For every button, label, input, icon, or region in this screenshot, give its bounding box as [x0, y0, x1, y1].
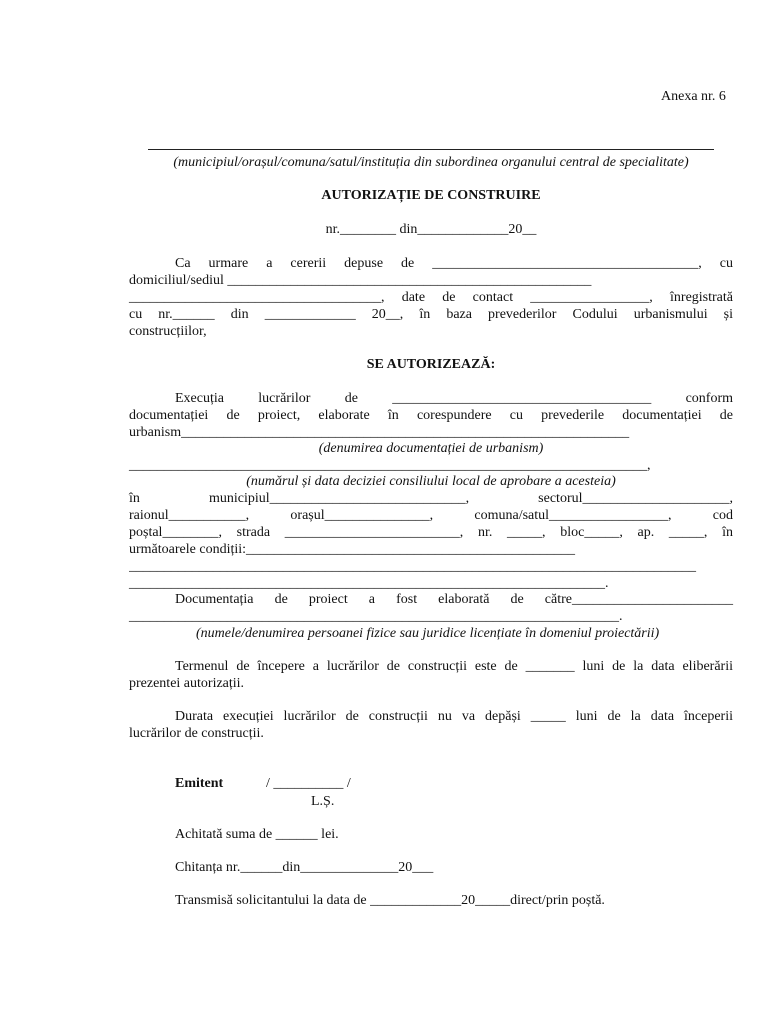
intro-line-1: Ca urmare a cererii depuse de ______________________________________, cu [175, 256, 733, 271]
issuer-caption: (municipiul/orașul/comuna/satul/instituția din subordinea organului central de specialitate) [173, 155, 689, 170]
execution-line-1: Execuția lucrărilor de _____________________________________ conform [175, 391, 733, 406]
duration-line-2: lucrărilor de construcții. [129, 726, 264, 741]
execution-line-3: urbanism________________________________________________________________ [129, 425, 630, 440]
execution-line-6: raionul___________, orașul_______________, comuna/satul_________________, cod [129, 508, 733, 523]
intro-line-4: cu nr.______ din _____________ 20__, în baza prevederilor Codului urbanismului și [129, 307, 733, 322]
issuer-label: Emitent [175, 776, 224, 791]
start-term-line-1: Termenul de începere a lucrărilor de construcții este de _______ luni de la data eliberării [175, 659, 733, 674]
authorizes-heading: SE AUTORIZEAZĂ: [366, 357, 496, 372]
execution-line-7: poștal________, strada _________________________, nr. _____, bloc_____, ap. _____, în [129, 525, 733, 540]
receipt-line: Chitanța nr.______din______________20___ [175, 860, 434, 875]
execution-line-5: în municipiul____________________________, sectorul_____________________, [129, 491, 733, 506]
decision-caption: (numărul și data deciziei consiliului local de aprobare a acesteia) [246, 474, 616, 489]
execution-line-9: _________________________________________________________________________________ [129, 559, 696, 574]
start-term-line-2: prezentei autorizații. [129, 676, 245, 691]
execution-line-2: documentației de proiect, elaborate în corespundere cu prevederile documentației de [129, 408, 733, 423]
issuer-signature-line: / __________ / [266, 776, 351, 791]
intro-line-3: ____________________________________, date de contact _________________, înregistrată [129, 290, 733, 305]
execution-line-8: următoarele condiții:_______________________________________________ [129, 542, 576, 557]
urbanism-doc-caption: (denumirea documentației de urbanism) [318, 441, 544, 456]
issuer-name-line [148, 149, 714, 150]
designer-caption: (numele/denumirea persoanei fizice sau juridice licențiate în domeniul proiectării) [196, 626, 660, 641]
document-title: AUTORIZAȚIE DE CONSTRUIRE [321, 188, 541, 203]
annex-number: Anexa nr. 6 [661, 89, 726, 104]
intro-line-2: domiciliul/sediul ____________________________________________________ [129, 273, 592, 288]
stamp-placeholder: L.Ș. [311, 794, 335, 809]
execution-line-4: __________________________________________________________________________, [129, 458, 651, 473]
paid-amount-line: Achitată suma de ______ lei. [175, 827, 339, 842]
duration-line-1: Durata execuției lucrărilor de construcții nu va depăși _____ luni de la data începerii [175, 709, 733, 724]
execution-line-10: ____________________________________________________________________. [129, 576, 609, 591]
intro-line-5: construcțiilor, [129, 324, 207, 339]
designer-line-1: Documentația de proiect a fost elaborată de către_______________________ [175, 592, 733, 607]
designer-line-2: ______________________________________________________________________. [129, 609, 623, 624]
sent-line: Transmisă solicitantului la data de _____________20_____direct/prin poștă. [175, 893, 605, 908]
number-line: nr.________ din_____________20__ [325, 222, 537, 237]
